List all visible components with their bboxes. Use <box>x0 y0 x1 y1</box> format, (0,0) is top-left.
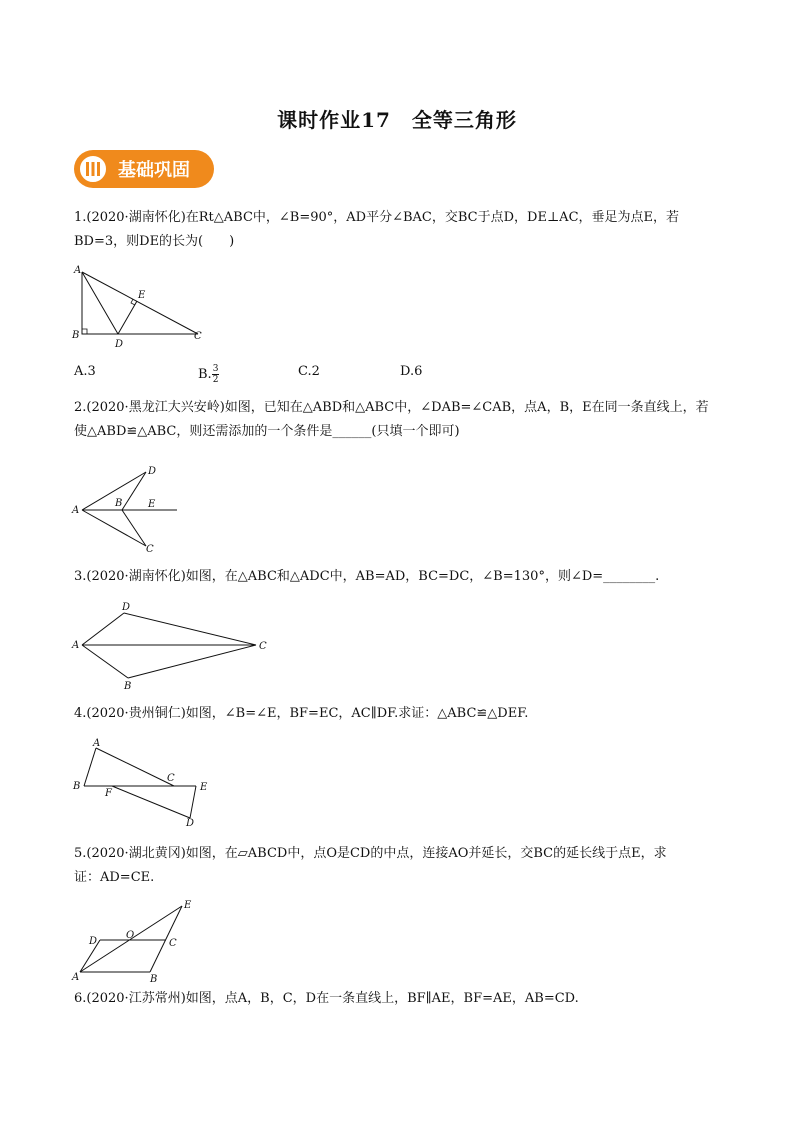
label-o: O <box>126 930 135 941</box>
question-2-line2: 使△ABD≌△ABC，则还需添加的一个条件是______(只填一个即可) <box>74 424 460 439</box>
label-e: E <box>148 499 156 510</box>
choice-c[interactable]: C.2 <box>298 364 320 379</box>
label-d: D <box>186 818 195 829</box>
question-2 <box>74 396 714 444</box>
question-6-line1: 6.(2020·江苏常州)如图，点A，B，C，D在一条直线上，BF∥AE，BF=AE，AB=CD. <box>74 991 579 1006</box>
choice-d[interactable]: D.6 <box>400 364 423 379</box>
label-c: C <box>169 938 177 949</box>
question-1-line2: BD=3，则DE的长为( ) <box>74 234 235 249</box>
section-badge-label: 基础巩固 <box>118 160 190 181</box>
question-1-figure <box>70 264 220 354</box>
label-d: D <box>148 466 157 477</box>
question-5-line1: 5.(2020·湖北黄冈)如图，在▱ABCD中，点O是CD的中点，连接AO并延长，交BC的延长线于点E，求 <box>74 846 667 861</box>
label-d: D <box>89 936 98 947</box>
fraction-denominator: 2 <box>212 375 219 385</box>
label-b: B <box>124 681 132 692</box>
question-2-line1: 2.(2020·黑龙江大兴安岭)如图，已知在△ABD和△ABC中，∠DAB=∠CAB，点A，B，E在同一条直线上，若 <box>74 400 709 415</box>
section-badge <box>74 150 214 188</box>
question-3 <box>74 565 714 589</box>
label-b: B <box>73 781 81 792</box>
question-3-figure <box>70 598 280 694</box>
books-icon <box>78 154 108 184</box>
label-e: E <box>138 290 146 301</box>
question-4-line1: 4.(2020·贵州铜仁)如图，∠B=∠E，BF=EC，AC∥DF.求证：△ABC≌△DEF. <box>74 706 529 721</box>
label-c: C <box>194 331 202 342</box>
label-a: A <box>72 640 80 651</box>
question-1 <box>74 206 714 254</box>
choice-b[interactable] <box>198 364 219 385</box>
question-3-line1: 3.(2020·湖南怀化)如图，在△ABC和△ADC中，AB=AD，BC=DC，∠B=130°，则∠D=________. <box>74 569 660 584</box>
question-1-line1: 1.(2020·湖南怀化)在Rt△ABC中，∠B=90°，AD平分∠BAC，交BC于点D，DE⊥AC，垂足为点E，若 <box>74 210 680 225</box>
label-b: B <box>150 974 158 985</box>
question-2-figure <box>70 460 190 555</box>
fraction-numerator: 3 <box>212 364 219 374</box>
question-4 <box>74 702 714 726</box>
question-5 <box>74 842 714 890</box>
label-d: D <box>122 602 131 613</box>
label-a: A <box>72 972 80 983</box>
label-a: A <box>93 738 101 749</box>
label-c: C <box>167 773 175 784</box>
label-c: C <box>259 641 267 652</box>
label-c: C <box>146 544 154 555</box>
label-d: D <box>115 339 124 350</box>
question-5-line2: 证：AD=CE. <box>74 870 155 885</box>
question-4-figure <box>70 734 220 829</box>
label-b: B <box>72 330 80 341</box>
page-title: 课时作业17 全等三角形 <box>277 108 517 132</box>
label-b: B <box>115 498 123 509</box>
label-a: A <box>72 505 80 516</box>
choice-b-label: B. <box>198 367 212 382</box>
label-f: F <box>105 788 112 799</box>
label-a: A <box>74 265 82 276</box>
label-e: E <box>200 782 208 793</box>
choice-b-fraction <box>212 364 220 385</box>
question-5-figure <box>70 898 205 988</box>
choice-a[interactable]: A.3 <box>74 364 96 379</box>
label-e: E <box>184 900 192 911</box>
question-6 <box>74 987 714 1011</box>
